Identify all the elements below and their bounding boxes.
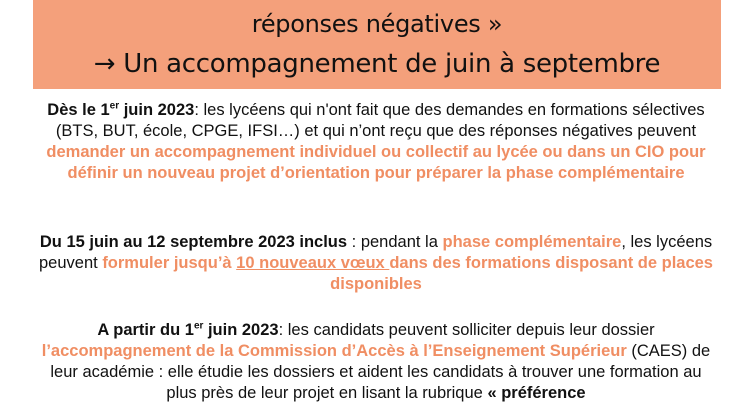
- title-banner: [33, 0, 721, 89]
- arrow-right-icon: →: [93, 49, 116, 79]
- p3-text-2: (CAES) de leur académie : elle étudie les dossiers et aident les candidats à trouver une formation au plus près de leur projet en lisant la rubrique: [50, 342, 711, 402]
- p2-text-1: : pendant la: [347, 233, 443, 251]
- paragraph-complementary-phase: [35, 232, 717, 295]
- banner-line-2-text: Un accompagnement de juin à septembre: [123, 49, 661, 79]
- p2-highlight-2b: dans des formations disposant de places disponibles: [330, 254, 713, 293]
- p2-highlight-1: phase complémentaire: [442, 233, 622, 251]
- banner-line-1: réponses négatives »: [251, 10, 503, 38]
- p2-highlight-2a: formuler jusqu’à: [102, 254, 237, 272]
- p3-tail: « préférence: [487, 384, 586, 402]
- p3-date: A partir du 1er juin 2023: [97, 320, 279, 339]
- p3-highlight: l’accompagnement de la Commission d’Accès à l’Enseignement Supérieur: [41, 342, 627, 360]
- p2-text-2: , les lycéens peuvent: [39, 233, 713, 272]
- paragraph-caes: [35, 320, 717, 404]
- p1-highlight: demander un accompagnement individuel ou collectif au lycée ou dans un CIO pour définir un nouveau projet d’orientation pour préparer la phase complémentaire: [46, 143, 706, 182]
- p3-text-1: : les candidats peuvent solliciter depuis leur dossier: [278, 321, 655, 339]
- p1-date: Dès le 1er juin 2023: [47, 100, 195, 119]
- p2-date: Du 15 juin au 12 septembre 2023 inclus: [39, 233, 348, 251]
- p1-text: : les lycéens qui n'ont fait que des demandes en formations sélectives (BTS, BUT, école, CPGE, IFSI…) et qui n’ont reçu que des réponses négatives peuvent: [55, 101, 705, 140]
- paragraph-june-support: [35, 100, 717, 184]
- banner-line-2: [33, 49, 721, 79]
- p2-highlight-underlined: 10 nouveaux vœux: [236, 254, 390, 272]
